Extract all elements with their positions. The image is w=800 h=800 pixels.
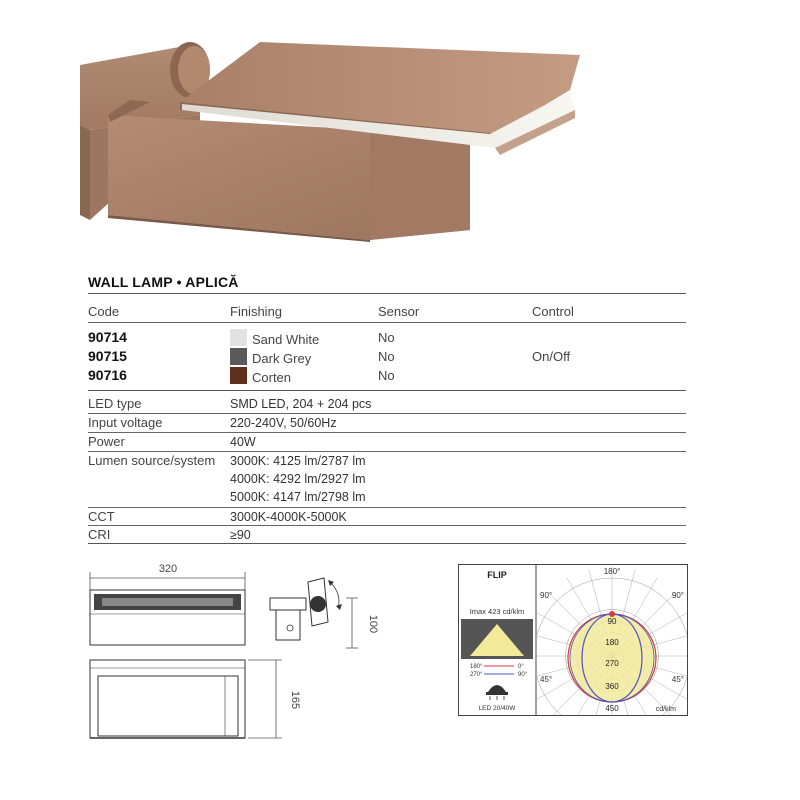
angle-top: 180° xyxy=(603,567,621,576)
ring-label-90: 90 xyxy=(607,617,617,626)
side-view xyxy=(270,578,342,640)
title-rule xyxy=(88,293,686,294)
product-title: WALL LAMP • APLICĂ xyxy=(88,274,239,290)
wall-lamp-product-image xyxy=(70,30,590,260)
ring-label-360: 360 xyxy=(605,682,619,691)
header-sensor: Sensor xyxy=(378,304,420,319)
table-bottom-rule xyxy=(88,390,686,391)
sensor-90715: No xyxy=(378,349,395,364)
spec-cct-value: 3000K-4000K-5000K xyxy=(230,510,347,524)
finish-sand-white: Sand White xyxy=(252,332,320,347)
spec-rule xyxy=(88,507,686,508)
imax-label: Imax 423 cd/klm xyxy=(469,607,525,616)
legend-0: 0° xyxy=(518,664,524,670)
header-finishing: Finishing xyxy=(230,304,283,319)
spec-rule xyxy=(88,413,686,414)
diagram-name: FLIP xyxy=(487,570,507,580)
spec-lumen-5000k: 5000K: 4147 lm/2798 lm xyxy=(230,490,366,504)
top-view xyxy=(90,660,245,738)
code-90714: 90714 xyxy=(88,329,127,345)
legend-90: 90° xyxy=(518,672,528,678)
spec-input-voltage-value: 220-240V, 50/60Hz xyxy=(230,416,337,430)
spec-lumen-label: Lumen source/system xyxy=(88,453,216,468)
control-value: On/Off xyxy=(532,349,571,364)
unit-label: cd/klm xyxy=(655,706,676,713)
ring-label-180: 180 xyxy=(605,638,619,647)
spec-cri-value: ≥90 xyxy=(230,528,251,542)
spec-led-type-value: SMD LED, 204 + 204 pcs xyxy=(230,397,372,411)
spec-lumen-3000k: 3000K: 4125 lm/2787 lm xyxy=(230,454,366,468)
spec-input-voltage-label: Input voltage xyxy=(88,415,163,430)
width-label: 320 xyxy=(158,563,178,575)
spec-power-value: 40W xyxy=(230,435,256,449)
angle-upper-right: 90° xyxy=(671,591,684,600)
finish-corten: Corten xyxy=(252,370,292,385)
spec-power-label: Power xyxy=(88,434,125,449)
angle-upper-left: 90° xyxy=(540,591,553,600)
led-label: LED 20/40W xyxy=(478,705,516,712)
code-90716: 90716 xyxy=(88,367,127,383)
header-code: Code xyxy=(88,304,120,319)
ring-label-270: 270 xyxy=(605,659,619,668)
swatch-sand-white xyxy=(230,329,247,346)
spec-rule xyxy=(88,432,686,433)
spec-cct-label: CCT xyxy=(88,509,115,524)
spec-rule xyxy=(88,543,686,544)
swatch-corten xyxy=(230,367,247,384)
swatch-dark-grey xyxy=(230,348,247,365)
ring-label-450: 450 xyxy=(605,704,619,713)
spec-rule xyxy=(88,525,686,526)
spec-lumen-4000k: 4000K: 4292 lm/2927 lm xyxy=(230,472,366,486)
finish-dark-grey: Dark Grey xyxy=(252,351,312,366)
angle-lower-left: 45° xyxy=(540,675,553,684)
code-90715: 90715 xyxy=(88,348,127,364)
photometric-diagram xyxy=(458,564,688,716)
height-label: 165 xyxy=(289,690,301,710)
spec-cri-label: CRI xyxy=(88,527,111,542)
depth-label: 100 xyxy=(367,614,379,634)
sensor-90716: No xyxy=(378,368,395,383)
header-rule xyxy=(88,322,686,323)
spec-led-type-label: LED type xyxy=(88,396,142,411)
technical-drawings xyxy=(80,560,410,760)
legend-180: 180° xyxy=(470,664,483,670)
legend-270: 270° xyxy=(470,672,483,678)
header-control: Control xyxy=(532,304,574,319)
angle-lower-right: 45° xyxy=(671,675,684,684)
sensor-90714: No xyxy=(378,330,395,345)
